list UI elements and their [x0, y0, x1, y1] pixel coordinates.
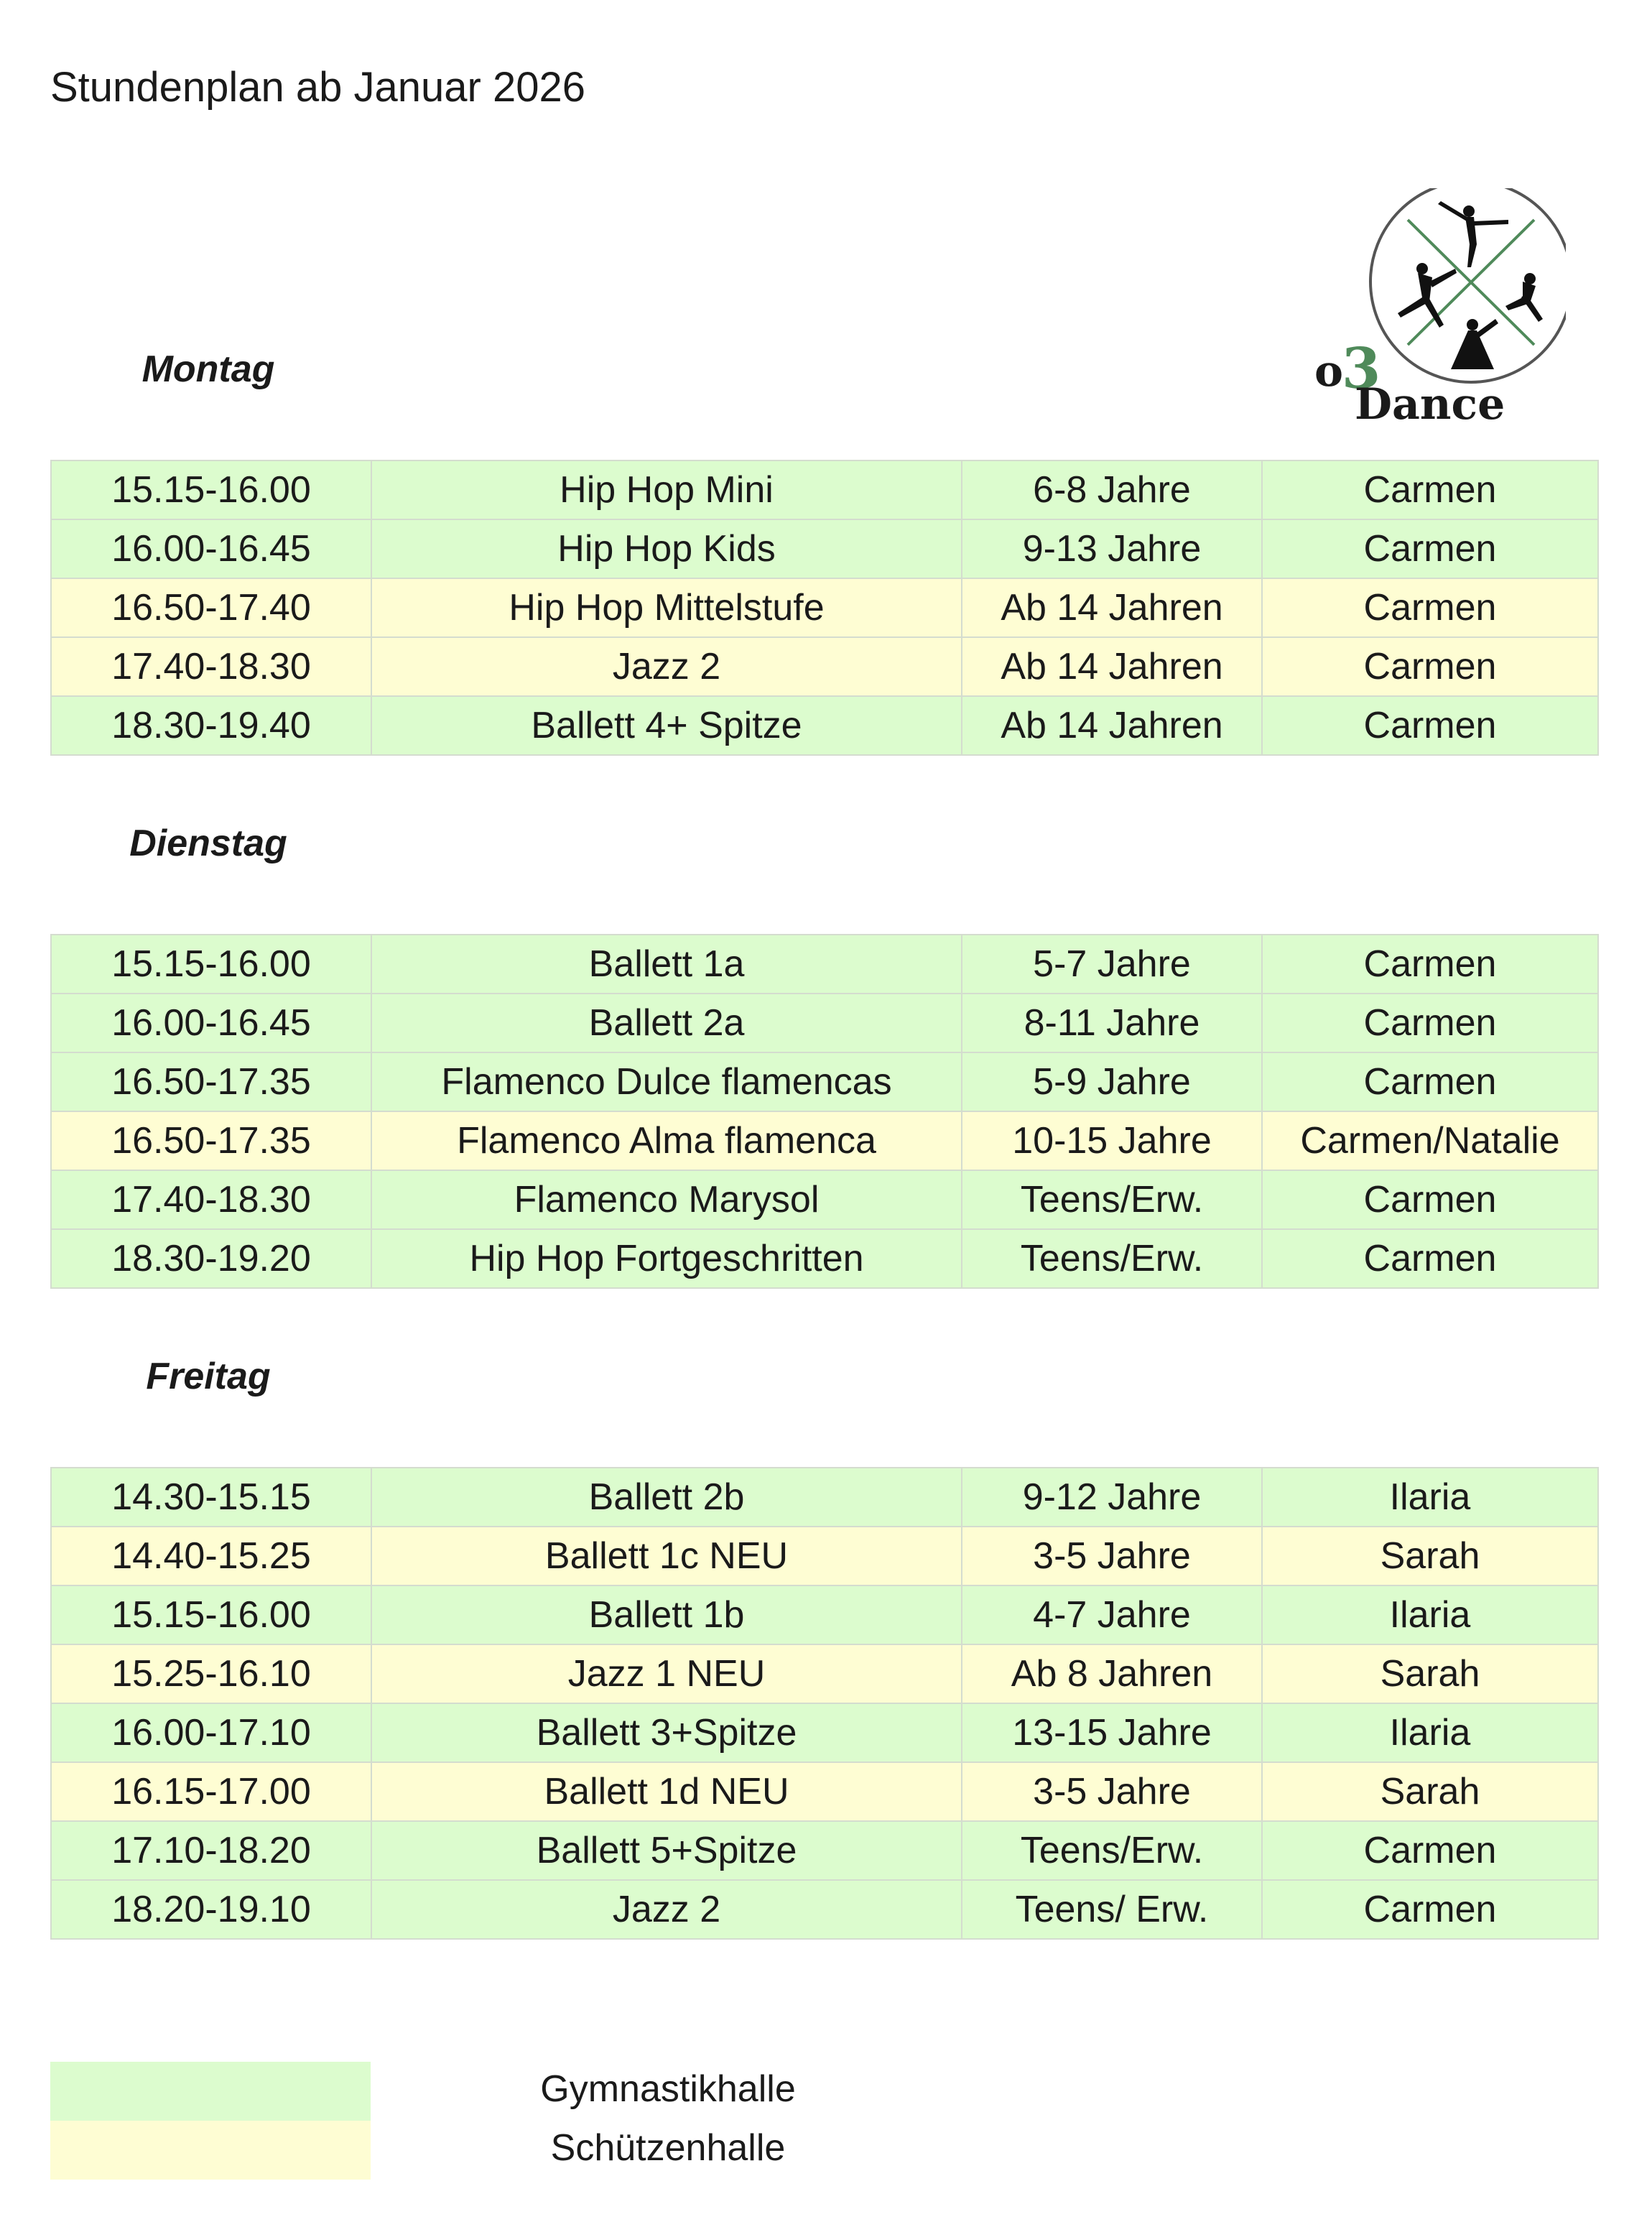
course-cell: Ballett 3+Spitze — [371, 1703, 962, 1762]
dancer-silhouette-icon — [1505, 273, 1543, 322]
course-cell: Ballett 1b — [371, 1585, 962, 1644]
course-cell: Flamenco Alma flamenca — [371, 1111, 962, 1170]
legend-swatch-schuetzenhalle — [50, 2121, 371, 2180]
teacher-cell: Carmen — [1262, 1052, 1598, 1111]
course-cell: Ballett 1a — [371, 935, 962, 994]
course-cell: Jazz 2 — [371, 1880, 962, 1939]
logo-number: 3 — [1342, 336, 1381, 402]
course-cell: Hip Hop Mini — [371, 460, 962, 519]
teacher-cell: Carmen — [1262, 935, 1598, 994]
legend-label-gymnastikhalle: Gymnastikhalle — [540, 2068, 796, 2110]
time-cell: 17.40-18.30 — [51, 637, 371, 696]
age-cell: Ab 14 Jahren — [962, 637, 1262, 696]
age-cell: 9-13 Jahre — [962, 519, 1262, 578]
legend-swatch-gymnastikhalle — [50, 2062, 371, 2121]
age-cell: Teens/ Erw. — [962, 1880, 1262, 1939]
time-cell: 15.15-16.00 — [51, 935, 371, 994]
teacher-cell: Carmen — [1262, 519, 1598, 578]
course-cell: Ballett 1d NEU — [371, 1762, 962, 1821]
table-row — [51, 460, 1598, 519]
course-cell: Ballett 1c NEU — [371, 1527, 962, 1585]
teacher-cell: Ilaria — [1262, 1468, 1598, 1527]
teacher-cell: Carmen — [1262, 1229, 1598, 1288]
time-cell: 16.00-16.45 — [51, 519, 371, 578]
table-row — [51, 519, 1598, 578]
time-cell: 16.50-17.35 — [51, 1052, 371, 1111]
teacher-cell: Carmen — [1262, 1880, 1598, 1939]
table-row — [51, 1644, 1598, 1703]
table-row — [51, 696, 1598, 755]
teacher-cell: Sarah — [1262, 1527, 1598, 1585]
time-cell: 15.15-16.00 — [51, 460, 371, 519]
teacher-cell: Carmen — [1262, 637, 1598, 696]
teacher-cell: Carmen — [1262, 696, 1598, 755]
time-cell: 17.10-18.20 — [51, 1821, 371, 1880]
age-cell: 5-9 Jahre — [962, 1052, 1262, 1111]
course-cell: Hip Hop Kids — [371, 519, 962, 578]
teacher-cell: Carmen — [1262, 994, 1598, 1052]
time-cell: 18.30-19.40 — [51, 696, 371, 755]
age-cell: Ab 14 Jahren — [962, 696, 1262, 755]
logo-word: Dance — [1355, 379, 1505, 430]
table-row — [51, 1703, 1598, 1762]
course-cell: Flamenco Dulce flamencas — [371, 1052, 962, 1111]
table-row — [51, 1052, 1598, 1111]
time-cell: 16.00-16.45 — [51, 994, 371, 1052]
table-row — [51, 1585, 1598, 1644]
age-cell: 3-5 Jahre — [962, 1762, 1262, 1821]
time-cell: 15.15-16.00 — [51, 1585, 371, 1644]
age-cell: 4-7 Jahre — [962, 1585, 1262, 1644]
table-row — [51, 1229, 1598, 1288]
time-cell: 17.40-18.30 — [51, 1170, 371, 1229]
age-cell: Ab 14 Jahren — [962, 578, 1262, 637]
age-cell: 3-5 Jahre — [962, 1527, 1262, 1585]
time-cell: 16.50-17.40 — [51, 578, 371, 637]
teacher-cell: Carmen/Natalie — [1262, 1111, 1598, 1170]
course-cell: Jazz 2 — [371, 637, 962, 696]
table-row — [51, 1821, 1598, 1880]
schedule-table-montag — [50, 460, 1599, 756]
time-cell: 16.00-17.10 — [51, 1703, 371, 1762]
course-cell: Ballett 2a — [371, 994, 962, 1052]
course-cell: Flamenco Marysol — [371, 1170, 962, 1229]
dancer-silhouette-icon — [1398, 263, 1457, 328]
time-cell: 18.30-19.20 — [51, 1229, 371, 1288]
time-cell: 14.40-15.25 — [51, 1527, 371, 1585]
table-row — [51, 1111, 1598, 1170]
time-cell: 16.50-17.35 — [51, 1111, 371, 1170]
teacher-cell: Carmen — [1262, 1170, 1598, 1229]
table-row — [51, 637, 1598, 696]
table-row — [51, 994, 1598, 1052]
dancer-silhouette-icon — [1451, 319, 1498, 369]
course-cell: Ballett 2b — [371, 1468, 962, 1527]
time-cell: 14.30-15.15 — [51, 1468, 371, 1527]
teacher-cell: Ilaria — [1262, 1703, 1598, 1762]
age-cell: Teens/Erw. — [962, 1170, 1262, 1229]
teacher-cell: Sarah — [1262, 1762, 1598, 1821]
age-cell: 8-11 Jahre — [962, 994, 1262, 1052]
day-heading-freitag: Freitag — [146, 1356, 271, 1397]
teacher-cell: Carmen — [1262, 1821, 1598, 1880]
time-cell: 15.25-16.10 — [51, 1644, 371, 1703]
table-row — [51, 935, 1598, 994]
course-cell: Jazz 1 NEU — [371, 1644, 962, 1703]
age-cell: Ab 8 Jahren — [962, 1644, 1262, 1703]
course-cell: Ballett 4+ Spitze — [371, 696, 962, 755]
schedule-table-freitag — [50, 1467, 1599, 1940]
teacher-cell: Carmen — [1262, 460, 1598, 519]
legend-label-schuetzenhalle: Schützenhalle — [550, 2127, 786, 2169]
time-cell: 16.15-17.00 — [51, 1762, 371, 1821]
day-heading-dienstag: Dienstag — [129, 823, 287, 864]
table-row — [51, 578, 1598, 637]
table-row — [51, 1762, 1598, 1821]
table-row — [51, 1468, 1598, 1527]
age-cell: 13-15 Jahre — [962, 1703, 1262, 1762]
teacher-cell: Sarah — [1262, 1644, 1598, 1703]
day-heading-montag: Montag — [141, 348, 275, 390]
course-cell: Hip Hop Fortgeschritten — [371, 1229, 962, 1288]
table-row — [51, 1880, 1598, 1939]
age-cell: 6-8 Jahre — [962, 460, 1262, 519]
age-cell: Teens/Erw. — [962, 1821, 1262, 1880]
logo-prefix: o — [1314, 346, 1344, 397]
schedule-table-dienstag — [50, 934, 1599, 1289]
course-cell: Hip Hop Mittelstufe — [371, 578, 962, 637]
table-row — [51, 1170, 1598, 1229]
page-title: Stundenplan ab Januar 2026 — [50, 64, 585, 111]
teacher-cell: Carmen — [1262, 578, 1598, 637]
table-row — [51, 1527, 1598, 1585]
course-cell: Ballett 5+Spitze — [371, 1821, 962, 1880]
age-cell: Teens/Erw. — [962, 1229, 1262, 1288]
age-cell: 10-15 Jahre — [962, 1111, 1262, 1170]
age-cell: 9-12 Jahre — [962, 1468, 1262, 1527]
age-cell: 5-7 Jahre — [962, 935, 1262, 994]
teacher-cell: Ilaria — [1262, 1585, 1598, 1644]
time-cell: 18.20-19.10 — [51, 1880, 371, 1939]
